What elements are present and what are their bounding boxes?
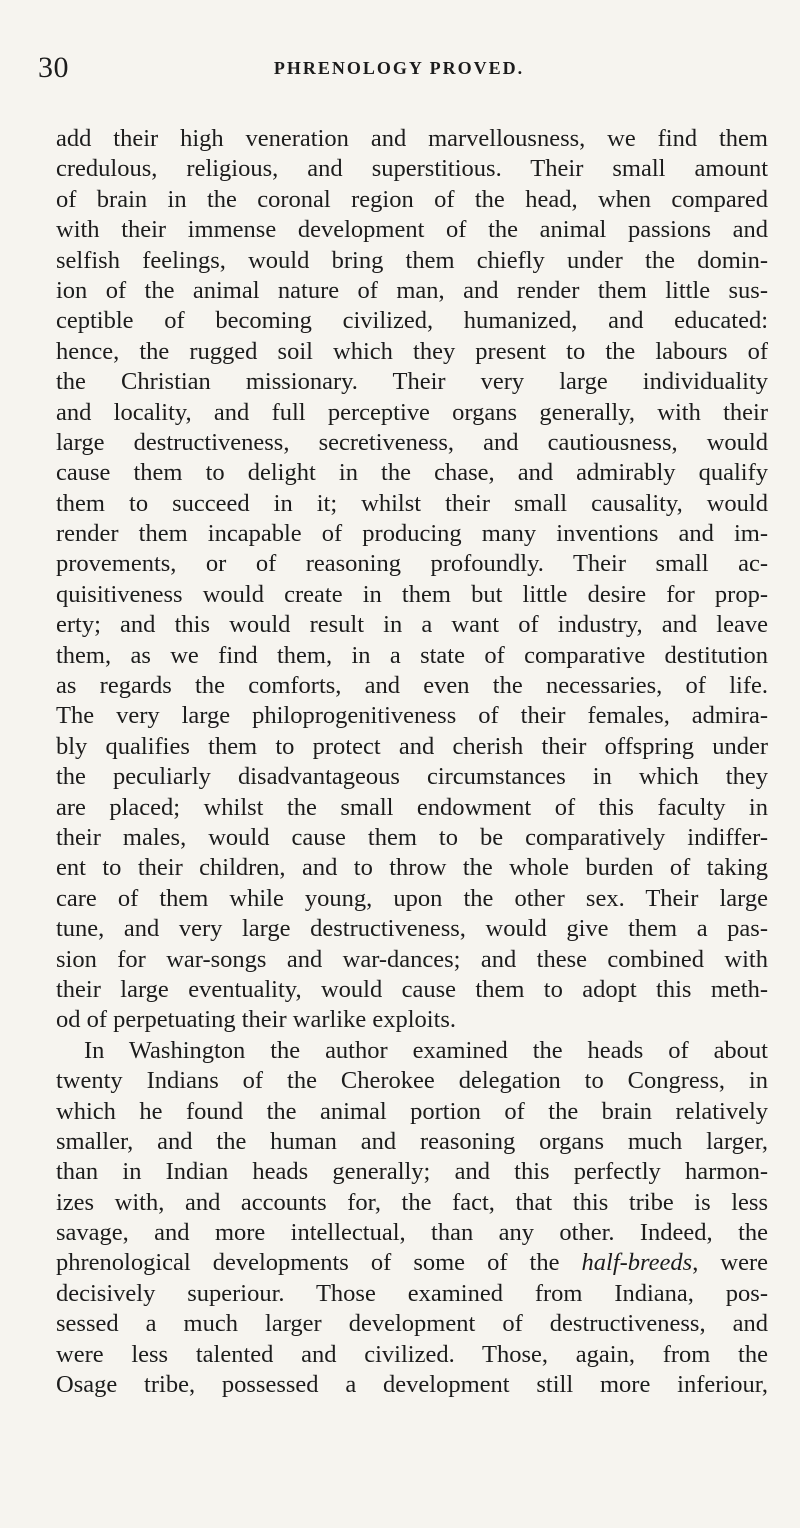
text-line: sion for war-songs and war-dances; and these combined with [56, 945, 768, 973]
text-line: their large eventuality, would cause them to adopt this meth- [56, 975, 768, 1003]
text-line: credulous, religious, and superstitious. Their small amount [56, 155, 768, 183]
text-line: of brain in the coronal region of the head, when compared [56, 185, 768, 213]
text-line: their males, would cause them to be comparatively indiffer- [56, 823, 768, 851]
text-line: them, as we find them, in a state of comparative destitution [56, 641, 768, 669]
line-tail-text: , were [692, 1249, 768, 1277]
text-line: erty; and this would result in a want of industry, and leave [56, 611, 768, 639]
text-line: ceptible of becoming civilized, humanized, and educated: [56, 307, 768, 335]
paragraph-start-line: In Washington the author examined the heads of about [84, 1036, 768, 1064]
page-number: 30 [38, 51, 69, 84]
text-line: care of them while young, upon the other sex. Their large [56, 884, 768, 912]
text-line: and locality, and full perceptive organs generally, with their [56, 398, 768, 426]
paragraph-end-line: od of perpetuating their warlike exploits. [56, 1006, 457, 1034]
text-line: The very large philoprogenitiveness of their females, admira- [56, 702, 768, 730]
text-line: which he found the animal portion of the brain relatively [56, 1097, 768, 1125]
text-line: izes with, and accounts for, the fact, that this tribe is less [56, 1188, 768, 1216]
text-line: savage, and more intellectual, than any other. Indeed, the [56, 1219, 768, 1247]
text-line: ent to their children, and to throw the whole burden of taking [56, 854, 768, 882]
text-line: bly qualifies them to protect and cherish their offspring under [56, 732, 768, 760]
text-line: the Christian missionary. Their very large individuality [56, 368, 768, 396]
text-line: twenty Indians of the Cherokee delegation to Congress, in [56, 1067, 768, 1095]
text-line: than in Indian heads generally; and this perfectly harmon- [56, 1158, 768, 1186]
text-line: ion of the animal nature of man, and render them little sus- [56, 276, 768, 304]
text-line: Osage tribe, possessed a development still more inferiour, [56, 1371, 768, 1399]
italic-phrase-line [56, 1248, 768, 1278]
text-line: decisively superiour. Those examined from Indiana, pos- [56, 1279, 768, 1307]
text-line: tune, and very large destructiveness, would give them a pas- [56, 915, 768, 943]
text-line: them to succeed in it; whilst their small causality, would [56, 489, 768, 517]
running-title: PHRENOLOGY PROVED. [273, 58, 525, 78]
text-line: hence, the rugged soil which they present to the labours of [56, 337, 768, 365]
line-lead-text: phrenological developments of some of the [56, 1249, 560, 1277]
text-line: large destructiveness, secretiveness, and cautiousness, would [56, 428, 768, 456]
text-line: sessed a much larger development of destructiveness, and [56, 1310, 768, 1338]
text-line: cause them to delight in the chase, and admirably qualify [56, 459, 768, 487]
text-line: quisitiveness would create in them but little desire for prop- [56, 580, 768, 608]
text-line: smaller, and the human and reasoning organs much larger, [56, 1127, 768, 1155]
text-line: the peculiarly disadvantageous circumstances in which they [56, 763, 768, 791]
text-line: provements, or of reasoning profoundly. Their small ac- [56, 550, 768, 578]
text-line: as regards the comforts, and even the necessaries, of life. [56, 672, 768, 700]
running-head [38, 48, 760, 88]
text-line: are placed; whilst the small endowment of this faculty in [56, 793, 768, 821]
italic-phrase: half-breeds [581, 1249, 693, 1277]
text-line: with their immense development of the animal passions and [56, 216, 768, 244]
text-line: add their high veneration and marvellousness, we find them [56, 125, 768, 152]
text-line: selfish feelings, would bring them chiefly under the domin- [56, 246, 768, 274]
text-line: render them incapable of producing many inventions and im- [56, 520, 768, 548]
body-text [56, 124, 768, 1400]
text-line: were less talented and civilized. Those, again, from the [56, 1340, 768, 1368]
